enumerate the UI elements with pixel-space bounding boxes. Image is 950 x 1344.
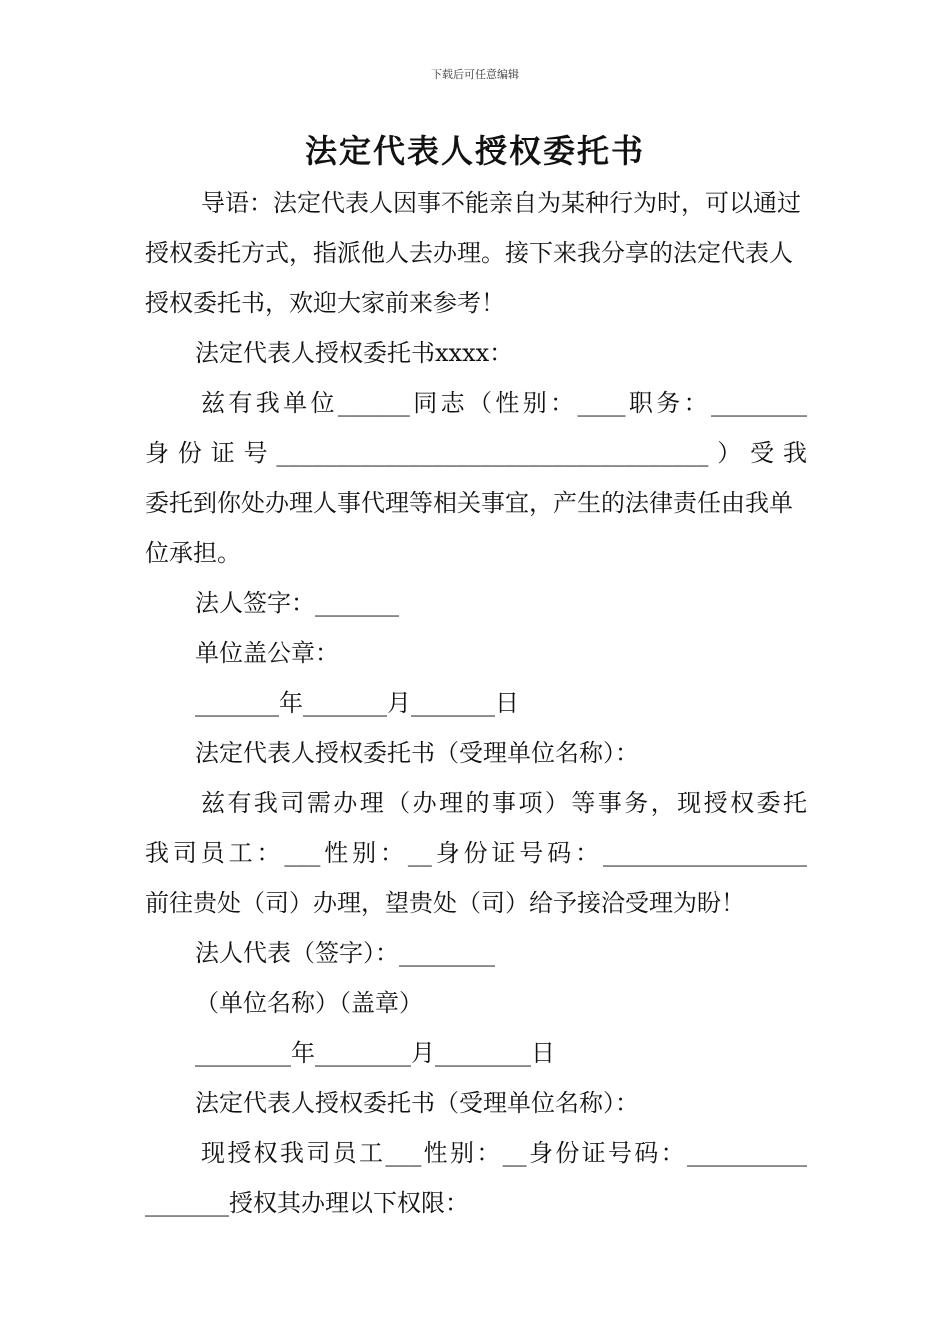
paragraph: _______授权其办理以下权限： xyxy=(145,1189,469,1217)
paragraph: 法定代表人授权委托书（受理单位名称）： xyxy=(195,739,639,767)
paragraph: 法定代表人授权委托书xxxx： xyxy=(195,339,514,367)
document-title: 法定代表人授权委托书 xyxy=(304,132,645,170)
paragraph: 委托到你处办理人事代理等相关事宜，产生的法律责任由我单位承担。 xyxy=(145,489,793,567)
page-header: 下载后可任意编辑 xyxy=(431,68,519,81)
paragraph: 法人代表（签字）：________ xyxy=(195,939,495,967)
paragraph: 兹有我司需办理（办理的事项）等事务，现授权委托 xyxy=(201,789,807,817)
paragraph: _______年_______月_______日 xyxy=(195,689,519,717)
document-body xyxy=(145,178,807,1228)
paragraph: ________年________月________日 xyxy=(195,1039,555,1067)
paragraph: 法人签字：_______ xyxy=(195,589,399,617)
paragraph: 前往贵处（司）办理，望贵处（司）给予接洽受理为盼！ xyxy=(145,889,745,917)
paragraph: （单位名称）（盖章） xyxy=(195,989,423,1017)
paragraph: 法定代表人授权委托书（受理单位名称）： xyxy=(195,1089,639,1117)
paragraph: 导语：法定代表人因事不能亲自为某种行为时，可以通过授权委托方式，指派他人去办理。接下来我分享的法定代表人授权委托书，欢迎大家前来参考！ xyxy=(145,189,801,317)
paragraph: 单位盖公章： xyxy=(195,639,339,667)
paragraph: 我司员工：___性别：__身份证号码：_________________ xyxy=(145,839,807,867)
paragraph: 现授权我司员工___性别：__身份证号码：__________ xyxy=(201,1139,807,1167)
paragraph: 身份证号____________________________________）受我 xyxy=(145,439,807,467)
paragraph: 兹有我单位______同志（性别：____职务：________ xyxy=(201,389,807,417)
